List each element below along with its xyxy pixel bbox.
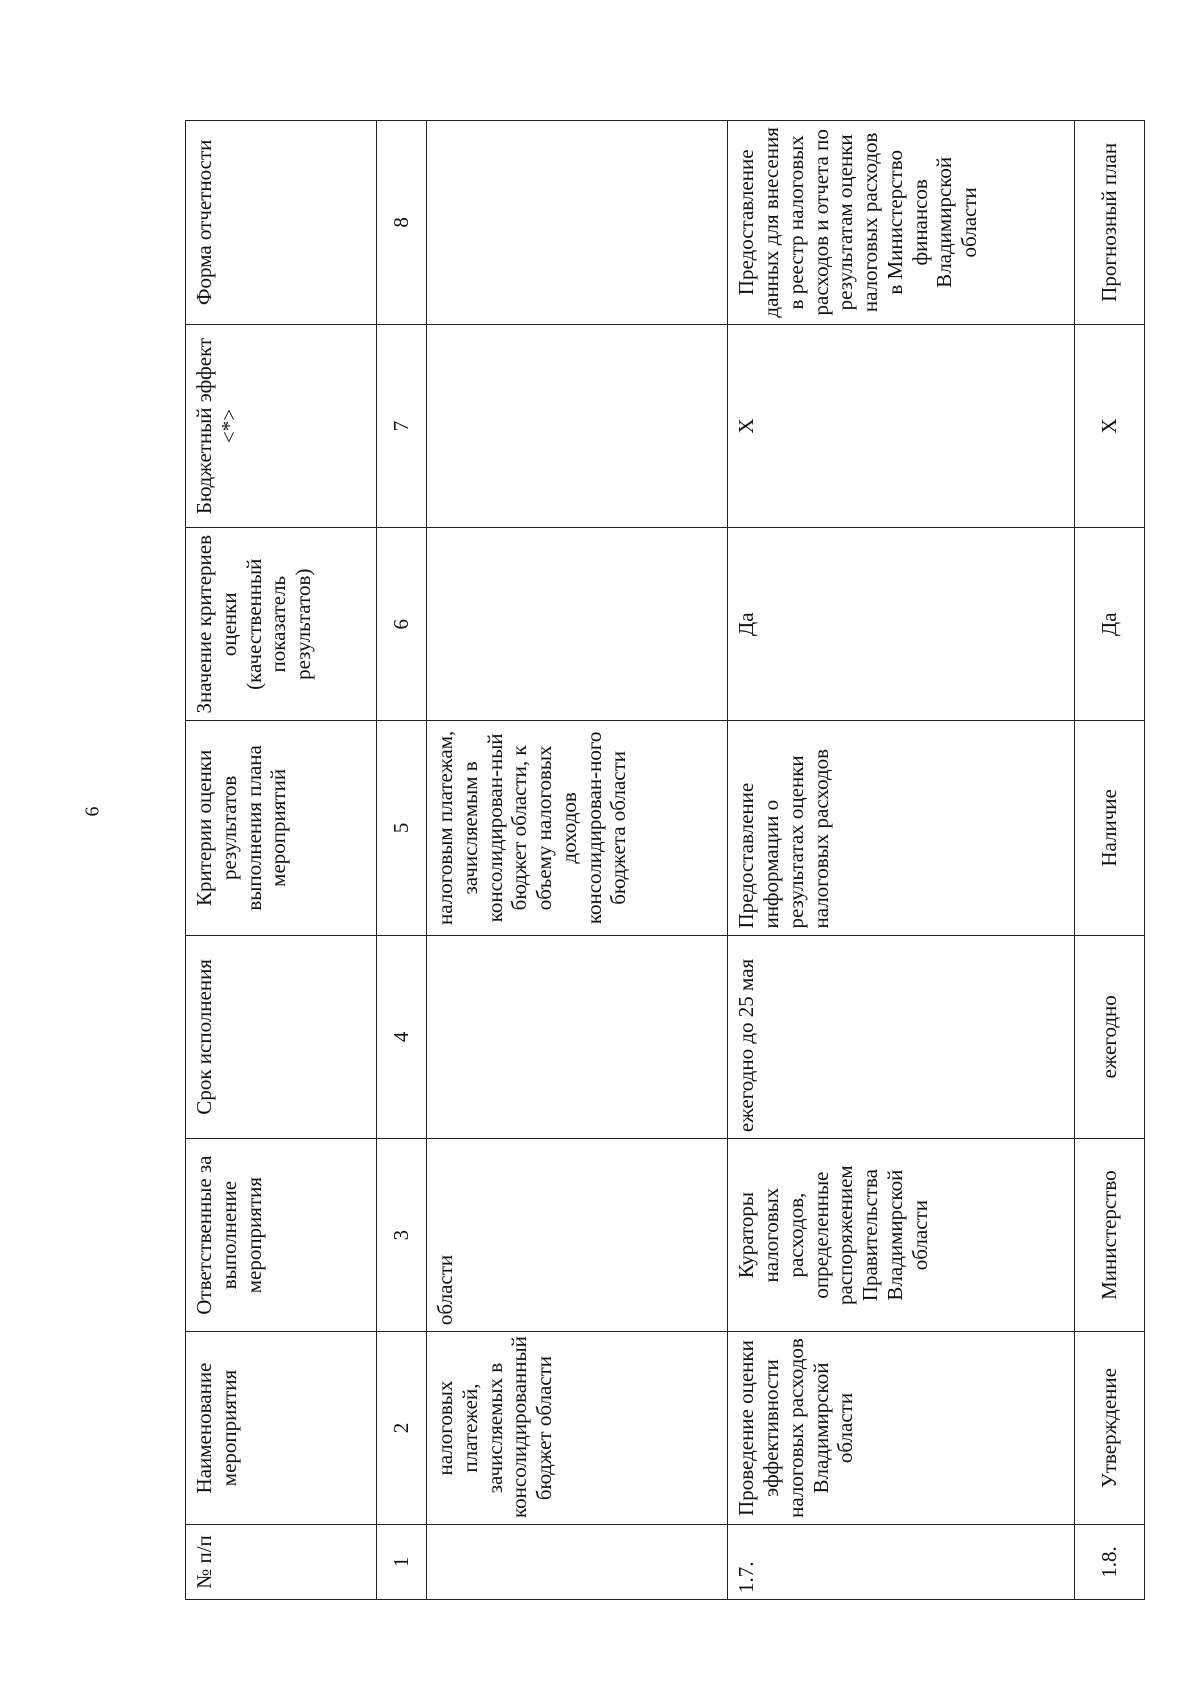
header-cell: Срок исполнения: [186, 935, 377, 1139]
header-cell: Форма отчетности: [186, 121, 377, 325]
column-number: 2: [376, 1332, 426, 1525]
table-cell: налоговых платежей, зачисляемых в консолидированный бюджет области: [426, 1332, 727, 1525]
table-cell: Х: [1074, 324, 1144, 528]
table-cell: [426, 324, 727, 528]
page-number: 6: [81, 806, 104, 817]
table-cell: Да: [728, 528, 1074, 721]
table-cell: 1.8.: [1074, 1524, 1144, 1599]
table-cell: [426, 1524, 727, 1599]
table-cell: 1.7.: [728, 1524, 1074, 1599]
column-number: 8: [376, 121, 426, 325]
column-number: 6: [376, 528, 426, 721]
table-cell: ежегодно: [1074, 935, 1144, 1139]
header-cell: Значение критериев оценки (качественный показатель результатов): [186, 528, 377, 721]
table-cell: Министерство: [1074, 1139, 1144, 1332]
table-cell: Утверждение: [1074, 1332, 1144, 1525]
table-cell: Проведение оценки эффективности налоговых расходов Владимирской области: [728, 1332, 1074, 1525]
table-row: [728, 121, 1074, 1600]
table-cell: Наличие: [1074, 721, 1144, 935]
table-cell: Предоставление информации о результатах оценки налоговых расходов: [728, 721, 1074, 935]
table-cell: [426, 935, 727, 1139]
table-cell: ежегодно до 25 мая: [728, 935, 1074, 1139]
column-number: 3: [376, 1139, 426, 1332]
table-cell: области: [426, 1139, 727, 1332]
table-cell: Да: [1074, 528, 1144, 721]
table-cell: [426, 528, 727, 721]
column-number: 5: [376, 721, 426, 935]
column-number: 4: [376, 935, 426, 1139]
rotated-table-container: [185, 120, 1145, 1600]
table-cell: налоговым платежам, зачисляемым в консолидирован-ный бюджет области, к объему налоговых доходов консолидирован-ного бюджета области: [426, 721, 727, 935]
table-header-row: [186, 121, 377, 1600]
header-cell: Наименование мероприятия: [186, 1332, 377, 1525]
table-cell: Х: [728, 324, 1074, 528]
header-cell: Бюджетный эффект <*>: [186, 324, 377, 528]
measures-table: [185, 120, 1145, 1600]
column-number-row: [376, 121, 426, 1600]
table-cell: Прогнозный план: [1074, 121, 1144, 325]
table-row: [1074, 121, 1144, 1600]
column-number: 7: [376, 324, 426, 528]
table-cell: Предоставление данных для внесения в реестр налоговых расходов и отчета по результатам оценки налоговых расходов в Министерство финансов Владимирской области: [728, 121, 1074, 325]
table-cell: [426, 121, 727, 325]
header-cell: № п/п: [186, 1524, 377, 1599]
column-number: 1: [376, 1524, 426, 1599]
table-cell: Кураторы налоговых расходов, определенные распоряжением Правительства Владимирской области: [728, 1139, 1074, 1332]
header-cell: Ответственные за выполнение мероприятия: [186, 1139, 377, 1332]
table-row: [426, 121, 727, 1600]
header-cell: Критерии оценки результатов выполнения плана мероприятий: [186, 721, 377, 935]
